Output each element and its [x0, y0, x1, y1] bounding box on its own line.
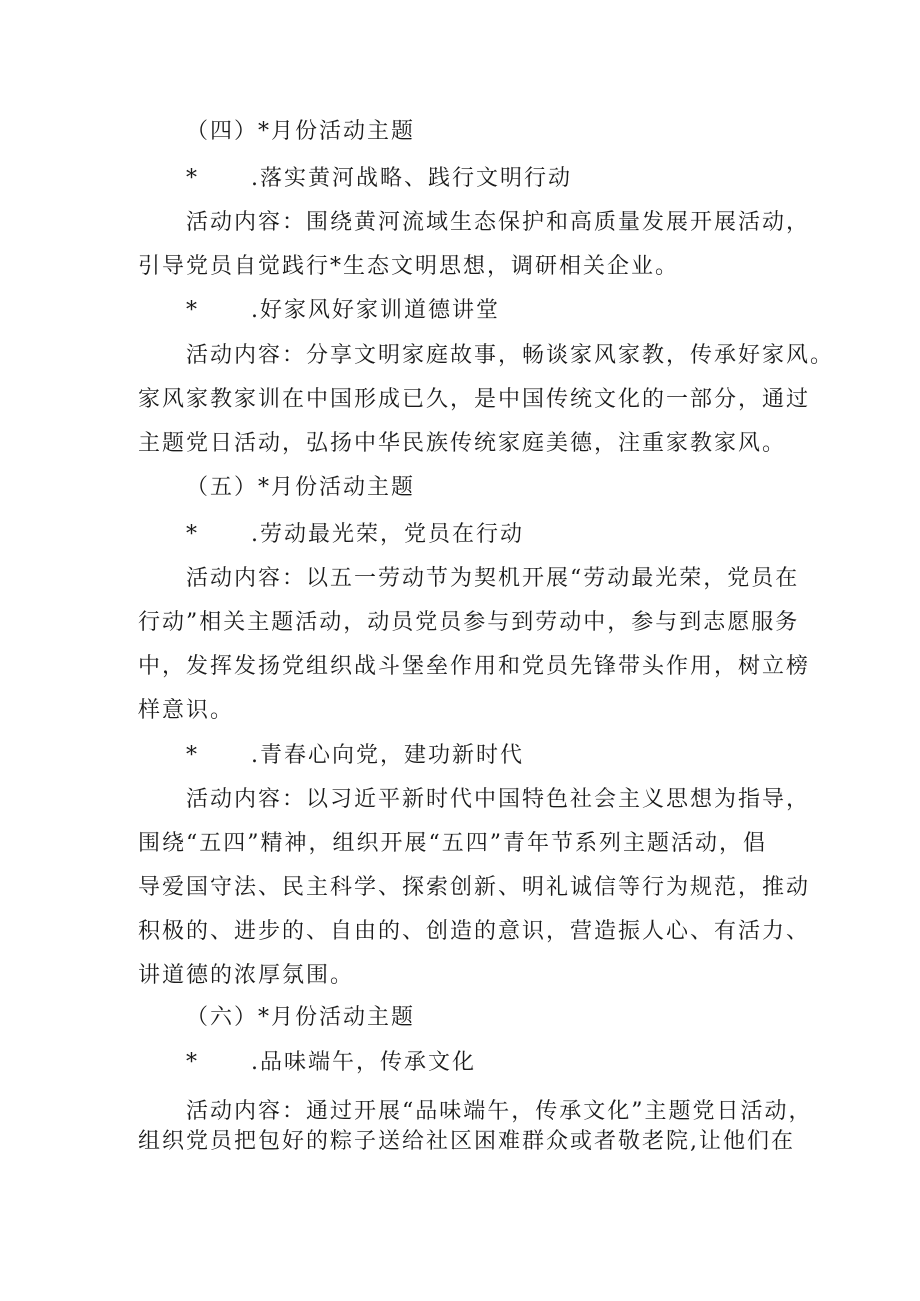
item-number-placeholder: * [186, 298, 199, 323]
item-title: .好家风好家训道德讲堂 [251, 298, 500, 323]
item-title-row [186, 1048, 476, 1078]
paragraph-line: 家风家教家训在中国形成已久，是中国传统文化的一部分，通过 [138, 387, 811, 412]
paragraph-line: 组织党员把包好的粽子送给社区困难群众或者敬老院,让他们在 [138, 1129, 795, 1154]
paragraph-line: 活动内容：以习近平新时代中国特色社会主义思想为指导， [186, 787, 811, 812]
item-number-placeholder: * [186, 1050, 199, 1075]
item-title: .青春心向党，建功新时代 [251, 743, 524, 768]
paragraph-line: 主题党日活动，弘扬中华民族传统家庭美德，注重家教家风。 [138, 431, 787, 456]
paragraph-line: 中，发挥发扬党组织战斗堡垒作用和党员先锋带头作用，树立榜 [138, 654, 811, 679]
paragraph-line: 导爱国守法、民主科学、探索创新、明礼诚信等行为规范，推动 [138, 875, 811, 900]
section-heading: （六）*月份活动主题 [186, 1005, 416, 1030]
paragraph-line: 活动内容：通过开展“品味端午，传承文化”主题党日活动， [186, 1099, 813, 1124]
paragraph-line: 讲道德的浓厚氛围。 [138, 963, 355, 988]
item-title-row [186, 520, 524, 550]
section-heading: （四）*月份活动主题 [186, 119, 416, 144]
section-heading: （五）*月份活动主题 [186, 475, 416, 500]
item-title-row [186, 164, 572, 194]
item-title-row [186, 741, 524, 771]
paragraph-line: 引导党员自觉践行*生态文明思想，调研相关企业。 [138, 254, 680, 279]
paragraph-line: 行动”相关主题活动，动员党员参与到劳动中，参与到志愿服务 [138, 610, 800, 635]
item-title: .落实黄河战略、践行文明行动 [251, 166, 572, 191]
item-title: .品味端午，传承文化 [251, 1050, 476, 1075]
paragraph-line: 活动内容：分享文明家庭故事，畅谈家风家教，传承好家风。 [186, 343, 835, 368]
paragraph-line: 围绕“五四”精神，组织开展“五四”青年节系列主题活动，倡 [138, 831, 767, 856]
item-number-placeholder: * [186, 522, 199, 547]
paragraph-line: 积极的、进步的、自由的、创造的意识，营造振人心、有活力、 [138, 919, 811, 944]
item-number-placeholder: * [186, 743, 199, 768]
item-title-row [186, 296, 500, 326]
paragraph-line: 样意识。 [138, 698, 235, 723]
paragraph-line: 活动内容：以五一劳动节为契机开展“劳动最光荣，党员在 [186, 566, 800, 591]
item-title: .劳动最光荣，党员在行动 [251, 522, 524, 547]
paragraph-line: 活动内容：围绕黄河流域生态保护和高质量发展开展活动， [186, 210, 811, 235]
item-number-placeholder: * [186, 166, 199, 191]
